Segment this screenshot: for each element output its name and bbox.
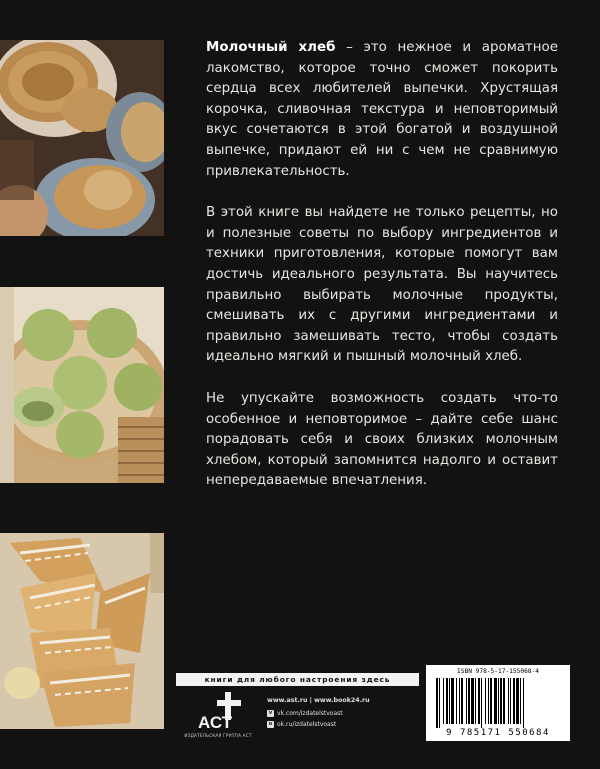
logo-caption: ИЗДАТЕЛЬСКАЯ ГРУППА АСТ <box>184 733 252 738</box>
photo-sesame-buns <box>0 40 164 236</box>
barcode-bar <box>513 678 515 724</box>
barcode-number: 9 785171 550684 <box>446 728 550 738</box>
barcode-bar <box>439 678 440 728</box>
barcode-bar <box>468 678 470 724</box>
paragraph-2: В этой книге вы найдете не только рецепты, но и полезные советы по выбору ингредиентов и техники приготовления, которые помогут вам достичь идеального результата. Вы научитесь правильно выбирать молочные продукты, смешивать их с другими ингредиентами и правильно замешивать тесто, чтобы создать идеально мягкий и пышный молочный хлеб. <box>206 205 558 365</box>
isbn: ISBN 978-5-17-155068-4 <box>457 668 539 675</box>
barcode-icon <box>434 678 562 728</box>
barcode-bar <box>508 678 509 724</box>
barcode-bar <box>475 678 476 724</box>
paragraph-1 <box>206 38 558 182</box>
barcode-bar <box>449 678 450 724</box>
photo-green-buns <box>0 287 164 483</box>
barcode-bar <box>471 678 474 724</box>
barcode-bar <box>498 678 499 724</box>
paragraph-1-text: – это нежное и ароматное лакомство, которое точно сможет покорить сердца всех любителей выпечки. Хрустящая корочка, сливочная текстура и неповторимый вкус сочетаются в этой богатой и воздушной выпечке, придают ей ни с чем не сравнимую привлекательность. <box>206 40 558 179</box>
barcode-bar <box>503 678 505 724</box>
barcode-bar <box>443 678 444 724</box>
ast-logo-icon <box>195 690 245 732</box>
barcode-bar <box>451 678 454 724</box>
barcode-bar <box>436 678 438 728</box>
ok-link[interactable] <box>267 719 370 730</box>
barcode-bar <box>459 678 460 724</box>
logo-text: АСТ <box>198 713 233 732</box>
barcode-bar <box>481 678 482 728</box>
barcode-bar <box>478 678 480 724</box>
barcode-bar <box>494 678 497 724</box>
ok-icon: o <box>268 721 273 727</box>
tagline: книги для любого настроения здесь <box>204 675 391 684</box>
publisher-links <box>267 695 370 730</box>
tagline-bar <box>176 673 419 686</box>
barcode-bar <box>461 678 463 724</box>
barcode-bar <box>490 678 492 724</box>
vk-link-text: vk.com/izdatelstvoast <box>277 710 343 717</box>
barcode-bar <box>456 678 457 724</box>
barcode-bar <box>510 678 511 724</box>
annotation-text <box>206 38 558 513</box>
vk-icon: v <box>268 710 273 716</box>
vk-link[interactable] <box>267 708 370 719</box>
barcode-box <box>426 665 570 741</box>
barcode-bar <box>488 678 489 724</box>
barcode-bar <box>485 678 486 724</box>
ok-link-text: ok.ru/izdatelstvoast <box>277 721 337 728</box>
barcode-bar <box>500 678 502 724</box>
website-links[interactable]: www.ast.ru | www.book24.ru <box>267 697 370 704</box>
paragraph-3: Не упускайте возможность создать что-то особенное и неповторимое – дайте себе шанс порадовать себя и своих близких молочным хлебом, который запомнится надолго и оставит непередаваемые впечатления. <box>206 390 558 489</box>
barcode-bar <box>520 678 521 724</box>
barcode-bar <box>466 678 467 724</box>
photo-puff-pastry <box>0 533 164 729</box>
barcode-bar <box>523 678 524 728</box>
barcode-bar <box>446 678 448 724</box>
book-title: Молочный хлеб <box>206 40 336 55</box>
barcode-bar <box>516 678 519 724</box>
